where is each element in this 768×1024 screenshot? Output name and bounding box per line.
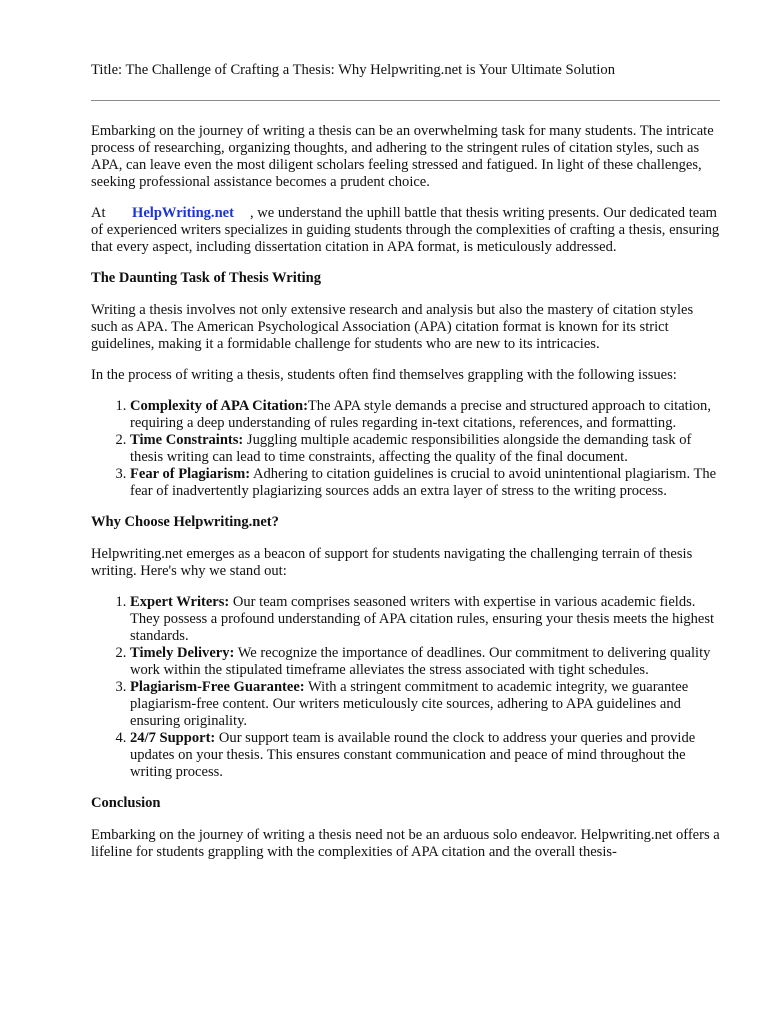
section1-heading: The Daunting Task of Thesis Writing bbox=[91, 270, 322, 286]
section1-paragraph-1: Writing a thesis involves not only extensive research and analysis but also the mastery of citation styles such as APA. The American Psychological Association (APA) citation format is known for its strict guidelines, making it a formidable challenge for students who are new to its intricacies. bbox=[91, 302, 694, 352]
list-item bbox=[130, 398, 723, 432]
list-item bbox=[130, 432, 723, 466]
list-item-term: Fear of Plagiarism: bbox=[130, 466, 251, 482]
list-item-text: We recognize the importance of deadlines. Our commitment to delivering quality work within the stipulated timeframe alleviates the stress associated with tight schedules. bbox=[130, 645, 711, 678]
issues-list bbox=[91, 398, 723, 500]
list-item-term: Complexity of APA Citation: bbox=[130, 398, 308, 414]
helpwriting-link[interactable]: HelpWriting.net bbox=[132, 205, 234, 221]
list-item-text: Our support team is available round the clock to address your queries and provide updates on your thesis. This ensures constant communication and peace of mind throughout the writing process. bbox=[130, 730, 696, 780]
section2-heading: Why Choose Helpwriting.net? bbox=[91, 514, 279, 530]
list-item-text: Our team comprises seasoned writers with expertise in various academic fields. They possess a profound understanding of APA citation rules, ensuring your thesis meets the highest standards. bbox=[130, 594, 715, 644]
benefits-list bbox=[91, 594, 723, 781]
list-item bbox=[130, 466, 723, 500]
list-item bbox=[130, 679, 723, 730]
list-item-text: Juggling multiple academic responsibilities alongside the demanding task of thesis writing can lead to time constraints, affecting the quality of the final document. bbox=[130, 432, 692, 465]
list-item-text: The APA style demands a precise and structured approach to citation, requiring a deep understanding of rules regarding in-text citations, references, and formatting. bbox=[130, 398, 711, 431]
title-divider bbox=[91, 100, 720, 101]
list-item-term: Plagiarism-Free Guarantee: bbox=[130, 679, 305, 695]
list-item bbox=[130, 645, 723, 679]
at-paragraph-text: , we understand the uphill battle that thesis writing presents. Our dedicated team of experienced writers specializes in guiding students through the complexities of crafting a thesis, ensuring that every aspect, including dissertation citation in APA format, is meticulously addressed. bbox=[91, 205, 720, 255]
section2-paragraph-1: Helpwriting.net emerges as a beacon of support for students navigating the challenging terrain of thesis writing. Here's why we stand out: bbox=[91, 546, 693, 579]
intro-paragraph: Embarking on the journey of writing a thesis can be an overwhelming task for many students. The intricate process of researching, organizing thoughts, and adhering to the stringent rules of citation styles, such as APA, can leave even the most diligent scholars feeling stressed and fatigued. In light of these challenges, seeking professional assistance becomes a prudent choice. bbox=[91, 123, 714, 190]
conclusion-paragraph: Embarking on the journey of writing a thesis need not be an arduous solo endeavor. Helpwriting.net offers a lifeline for students grappling with the complexities of APA citation and the overall thesis- bbox=[91, 827, 720, 860]
conclusion-heading: Conclusion bbox=[91, 795, 161, 811]
document-body bbox=[91, 123, 723, 875]
list-item bbox=[130, 730, 723, 781]
at-paragraph bbox=[91, 205, 723, 256]
at-prefix: At bbox=[91, 205, 106, 221]
list-item-term: Timely Delivery: bbox=[130, 645, 235, 661]
section1-paragraph-2: In the process of writing a thesis, students often find themselves grappling with the following issues: bbox=[91, 367, 677, 383]
list-item-text: With a stringent commitment to academic integrity, we guarantee plagiarism-free content. Our writers meticulously cite sources, adhering to APA guidelines and ensuring originality. bbox=[130, 679, 689, 729]
list-item-term: Time Constraints: bbox=[130, 432, 244, 448]
list-item bbox=[130, 594, 723, 645]
document-title: Title: The Challenge of Crafting a Thesis: Why Helpwriting.net is Your Ultimate Solution bbox=[91, 62, 615, 78]
list-item-term: Expert Writers: bbox=[130, 594, 230, 610]
list-item-term: 24/7 Support: bbox=[130, 730, 216, 746]
list-item-text: Adhering to citation guidelines is crucial to avoid unintentional plagiarism. The fear of inadvertently plagiarizing sources adds an extra layer of stress to the writing process. bbox=[130, 466, 717, 499]
